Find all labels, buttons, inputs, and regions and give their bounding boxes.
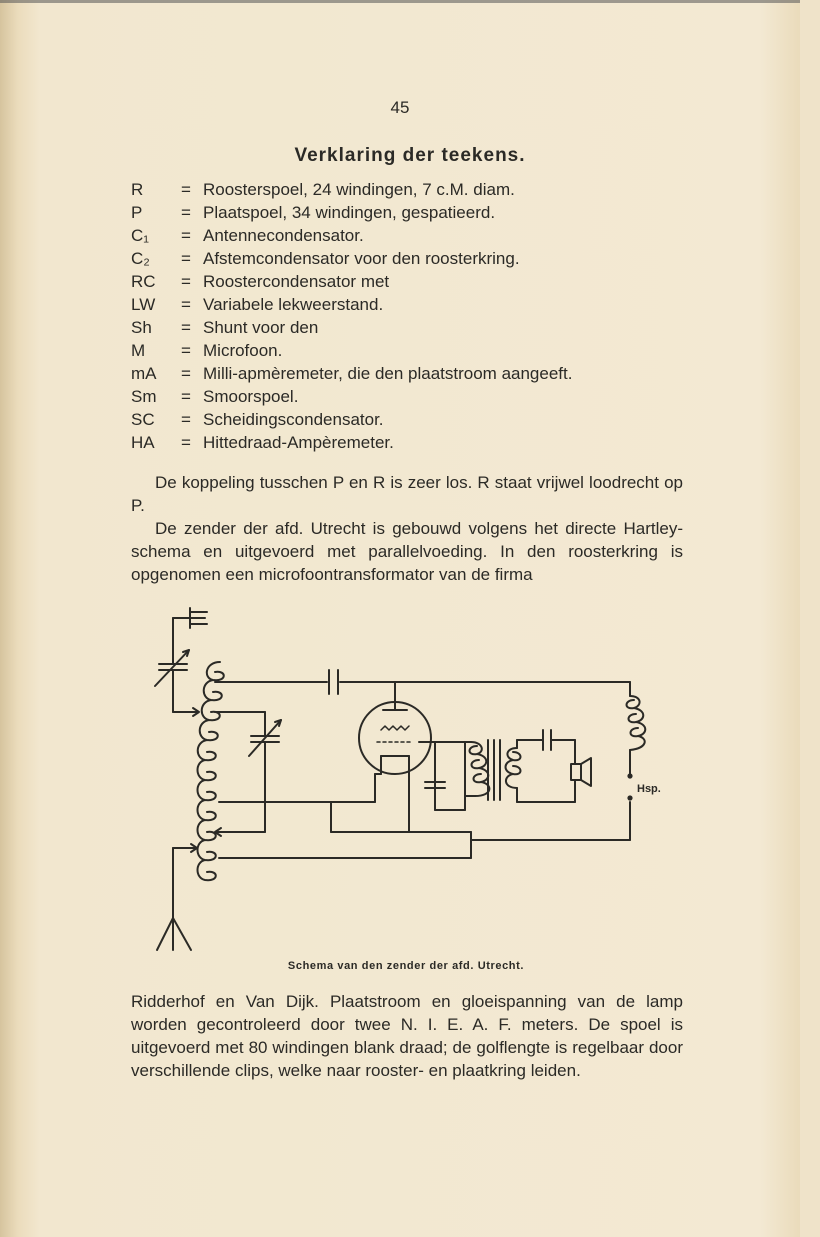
microphone-symbol: [543, 730, 591, 802]
legend-symbol: C₂: [131, 249, 150, 268]
page-edge-line: [0, 0, 800, 3]
legend-desc: Variabele lekweerstand.: [203, 295, 384, 314]
legend-eq: =: [181, 249, 191, 268]
legend-eq: =: [181, 295, 191, 314]
choke-coil: [471, 696, 645, 840]
legend-symbol: mA: [131, 364, 157, 383]
antenna-symbol: [173, 608, 207, 660]
antenna-capacitor-c1: [155, 650, 199, 716]
legend-desc: Hittedraad-Ampèremeter.: [203, 433, 394, 452]
legend-symbol: HA: [131, 433, 155, 452]
legend-desc: Plaatspoel, 34 windingen, gespatieerd.: [203, 203, 496, 222]
paragraph-continuation-text: Ridderhof en Van Dijk. Plaatstroom en gloeispanning van de lamp worden gecontroleerd door twee N. I. E. A. F. meters. De spoel is uitgevoerd met 80 windingen blank draad; de golflengte is regelbaar door verschillende clips, welke naar rooster- en plaatkring leiden.: [131, 992, 683, 1080]
legend-desc: Roosterspoel, 24 windingen, 7 c.M. diam.: [203, 180, 515, 199]
loudspeaker-label: Hsp.: [637, 783, 661, 795]
legend-desc: Smoorspoel.: [203, 387, 299, 406]
page-number: 45: [390, 98, 410, 117]
top-wiring: [215, 670, 630, 700]
circuit-diagram: [145, 600, 661, 960]
vacuum-tube: [359, 700, 431, 774]
legend-eq: =: [181, 410, 191, 429]
legend-desc: Scheidingscondensator.: [203, 410, 384, 429]
legend-eq: =: [181, 226, 191, 245]
legend-symbol: LW: [131, 295, 156, 314]
legend-symbol: R: [131, 180, 144, 199]
paragraph-transmitter: [131, 517, 683, 586]
legend-eq: =: [181, 272, 191, 291]
legend-eq: =: [181, 318, 191, 337]
legend-eq: =: [181, 364, 191, 383]
legend-desc: Antennecondensator.: [203, 226, 364, 245]
main-coil: [198, 662, 224, 880]
legend-eq: =: [181, 387, 191, 406]
legend-symbol: M: [131, 341, 146, 360]
legend-symbol: C₁: [131, 226, 150, 245]
legend-eq: =: [181, 203, 191, 222]
legend-desc: Afstemcondensator voor den roosterkring.: [203, 249, 520, 268]
paragraph-continuation: [131, 990, 683, 1082]
legend-symbol: P: [131, 203, 143, 222]
legend-eq: =: [181, 433, 191, 452]
paragraph-transmitter-text: De zender der afd. Utrecht is gebouwd volgens het directe Hartley-schema en uitgevoerd met parallelvoeding. In den roosterkring is opgenomen een microfoontransformator van de firma: [131, 519, 683, 584]
legend-desc: Milli-apmèremeter, die den plaatstroom aangeeft.: [203, 364, 573, 383]
legend-symbol: Sm: [131, 387, 157, 406]
tuning-capacitor-c2: [215, 712, 281, 836]
legend-desc: Shunt voor den: [203, 318, 319, 337]
paragraph-coupling-text: De koppeling tusschen P en R is zeer los. R staat vrijwel loodrecht op P.: [131, 473, 683, 515]
paragraph-coupling: [131, 471, 683, 517]
figure-caption: Schema van den zender der afd. Utrecht.: [287, 960, 525, 972]
legend-desc: Microfoon.: [203, 341, 283, 360]
tube-wiring: [219, 742, 471, 856]
microphone-transformer: [465, 740, 575, 802]
page-heading: Verklaring der teekens.: [294, 145, 526, 166]
legend-desc: Roostercondensator met: [203, 272, 390, 291]
legend-symbol: Sh: [131, 318, 152, 337]
legend-eq: =: [181, 341, 191, 360]
legend-eq: =: [181, 180, 191, 199]
legend-symbol: RC: [131, 272, 156, 291]
legend-symbol: SC: [131, 410, 155, 429]
